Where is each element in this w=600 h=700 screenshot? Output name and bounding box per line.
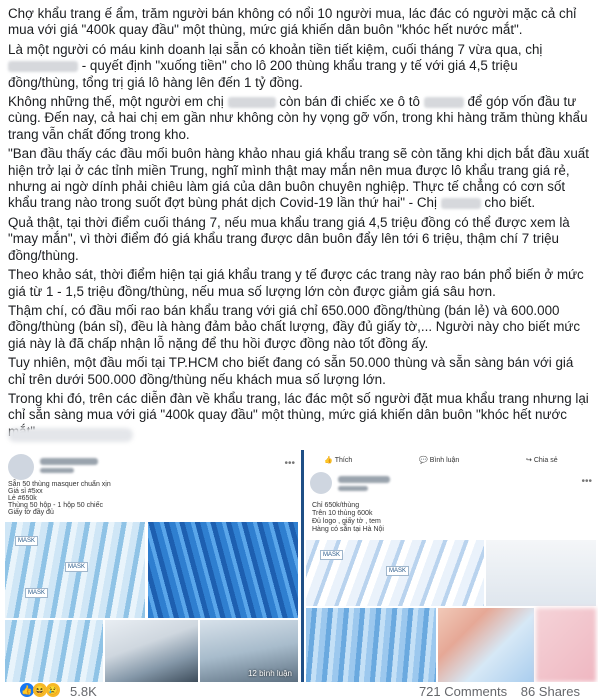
photo-blurred[interactable] bbox=[536, 608, 596, 682]
paragraph-4-end: cho biết. bbox=[484, 195, 536, 211]
paragraph-2-start: Là một người có máu kinh doanh lại sẵn có khoản tiền tiết kiệm, cuối tháng 7 vừa qua, chị bbox=[8, 41, 543, 57]
paragraph-5: Quả thật, tại thời điểm cuối tháng 7, nếu mua khẩu trang giá 4,5 triệu đồng có thể được xem là "may mắn", vì thời điểm đó giá khẩu trang được dân buôn đẩy lên tới 6 triệu, thậm chí 7 triệu đồng/thùng. bbox=[8, 214, 570, 263]
comment-action[interactable]: 💬 Bình luận bbox=[419, 456, 460, 464]
comment-icon: 💬 bbox=[419, 457, 428, 464]
more-options-icon[interactable]: ••• bbox=[284, 458, 295, 469]
share-action[interactable]: ↪ Chia sẻ bbox=[526, 456, 558, 464]
post-line: Sẵn 50 thùng masquer chuẩn xịn bbox=[8, 481, 111, 488]
photo-masks-pile[interactable] bbox=[148, 522, 298, 618]
redacted-post-time bbox=[40, 468, 74, 473]
more-options-icon[interactable]: ••• bbox=[581, 476, 592, 487]
paragraph-2 bbox=[8, 42, 592, 91]
paragraph-1: Chợ khẩu trang ế ẩm, trăm người bán không có nổi 10 người mua, lác đác có người mặc cả chỉ mua với giá "400k quay đầu" một thùng, mức giá khiến dân buôn "khóc hết nước mắt". bbox=[8, 6, 577, 38]
sad-reaction-icon[interactable]: 😢 bbox=[47, 685, 59, 695]
post-line: Đủ logo , giấy tờ , tem bbox=[312, 518, 381, 525]
redacted-name bbox=[441, 198, 481, 209]
paragraph-7: Thậm chí, có đầu mối rao bán khẩu trang với giá chỉ 650.000 đồng/thùng (bán lẻ) và 600.000 đồng/thùng (bán sỉ), đều là hàng đảm bảo chất lượng, đầy đủ giấy tờ,... Người này cho biết mức giá này là đã chấp nhận lỗ nặng để thu hồi được đồng nào tốt đồng ấy. bbox=[8, 302, 581, 351]
share-icon: ↪ bbox=[526, 457, 532, 464]
post-stats bbox=[409, 684, 580, 699]
photo-mask-boxes[interactable]: MASK MASK MASK bbox=[5, 522, 145, 618]
paragraph-4-quote bbox=[8, 146, 592, 212]
comments-count[interactable]: 721 Comments bbox=[418, 684, 508, 699]
post-line: Thùng 50 hộp - 1 hộp 50 chiếc bbox=[8, 502, 103, 509]
post-line: Chỉ 650k/thùng bbox=[312, 502, 360, 509]
avatar bbox=[310, 472, 332, 494]
post-line: Trên 10 thùng 600k bbox=[312, 510, 373, 517]
right-post-screenshot bbox=[304, 450, 598, 682]
reaction-bar bbox=[0, 682, 600, 700]
paragraph-3-end: để góp vốn đầu tư cùng. Đến nay, cả hai chị em gần như không còn hy vọng gỡ vốn, trong khi hàng trăm thùng khẩu trang vẫn chất đống trong kho. bbox=[8, 94, 588, 142]
paragraph-8: Tuy nhiên, một đầu mối tại TP.HCM cho biết đang có sẵn 50.000 thùng và sẵn sàng bán với giá chỉ trên dưới 500.000 đồng/thùng nếu khách mua số lượng lớn. bbox=[8, 355, 574, 387]
thumbs-up-icon: 👍 bbox=[324, 457, 333, 464]
paragraph-3-start: Không những thế, một người em chị bbox=[8, 94, 224, 110]
paragraph-3 bbox=[8, 94, 592, 143]
photo-comment-count: 12 bình luận bbox=[247, 669, 292, 678]
like-action[interactable]: 👍 Thích bbox=[324, 456, 353, 464]
photo-warehouse[interactable] bbox=[200, 620, 298, 682]
paragraph-2-end: - quyết định "xuống tiền" cho lô 200 thùng khẩu trang y tế với giá 4,5 triệu đồng/thùng, tổng trị giá lô hàng lên đến 1 tỷ đồng. bbox=[8, 58, 518, 90]
redacted-name bbox=[424, 97, 464, 108]
redacted-post-time bbox=[338, 486, 368, 491]
like-reaction-icon[interactable]: 👍 bbox=[21, 685, 33, 695]
redacted-poster-name bbox=[338, 476, 390, 483]
left-post-screenshot bbox=[2, 450, 301, 682]
paragraph-4-start: "Ban đầu thấy các đầu mối buôn hàng khảo nhau giá khẩu trang sẽ còn tăng khi dịch bắt đầu xuất hiện trở lại ở các tỉnh miền Trung, nghĩ mình thật may mắn nên mua được lô khẩu trang giá rẻ, nhưng ai ngờ dính phải chiêu làm giá của dân buôn chuyên nghiệp. Thực tế chẳng có cơn sốt khẩu trang nào trong suốt đợt bùng phát dịch Covid-19 lần thứ hai" - Chị bbox=[8, 146, 589, 211]
photo-masks-closeup[interactable] bbox=[5, 620, 103, 682]
haha-reaction-icon[interactable]: 😆 bbox=[34, 685, 46, 695]
photo-cartons[interactable] bbox=[105, 620, 198, 682]
paragraph-3-mid: còn bán đi chiếc xe ô tô bbox=[279, 94, 420, 110]
reaction-count[interactable]: 5.8K bbox=[70, 684, 97, 699]
redacted-caption bbox=[8, 428, 133, 442]
shares-count[interactable]: 86 Shares bbox=[520, 684, 580, 699]
post-line: Giá sỉ #5xx bbox=[8, 488, 43, 495]
screenshot-collage bbox=[2, 450, 598, 682]
paragraph-6: Theo khảo sát, thời điểm hiện tại giá khẩu trang y tế được các trang này rao bán phổ biến ở mức giá từ 1 - 1,5 triệu đồng/thùng, nếu mua số lượng lớn còn được giảm giá sâu hơn. bbox=[8, 267, 584, 299]
right-post-header bbox=[304, 450, 598, 538]
redacted-name bbox=[8, 61, 78, 72]
post-line: Lẻ #650k bbox=[8, 495, 37, 502]
avatar bbox=[8, 454, 34, 480]
photo-mask-pile[interactable] bbox=[306, 608, 436, 682]
photo-mask-packs[interactable]: MASK MASK bbox=[306, 540, 484, 606]
post-line: Hàng có sẵn tại Hà Nội bbox=[312, 526, 384, 533]
photo-hand-mask[interactable] bbox=[438, 608, 534, 682]
left-post-header bbox=[2, 450, 301, 520]
redacted-poster-name bbox=[40, 458, 98, 465]
article-text bbox=[8, 6, 592, 443]
redacted-name bbox=[228, 97, 276, 108]
paragraph-9: Trong khi đó, trên các diễn đàn về khẩu trang, lác đác một số người đặt mua khẩu trang nhưng lại chỉ sẵn sàng mua với giá "400k quay đầu" một thùng, mức giá khiến dân buôn "khóc hết nước bbox=[8, 390, 589, 423]
photo-carton[interactable] bbox=[486, 540, 596, 606]
post-line: Giấy tờ đầy đủ bbox=[8, 509, 54, 516]
